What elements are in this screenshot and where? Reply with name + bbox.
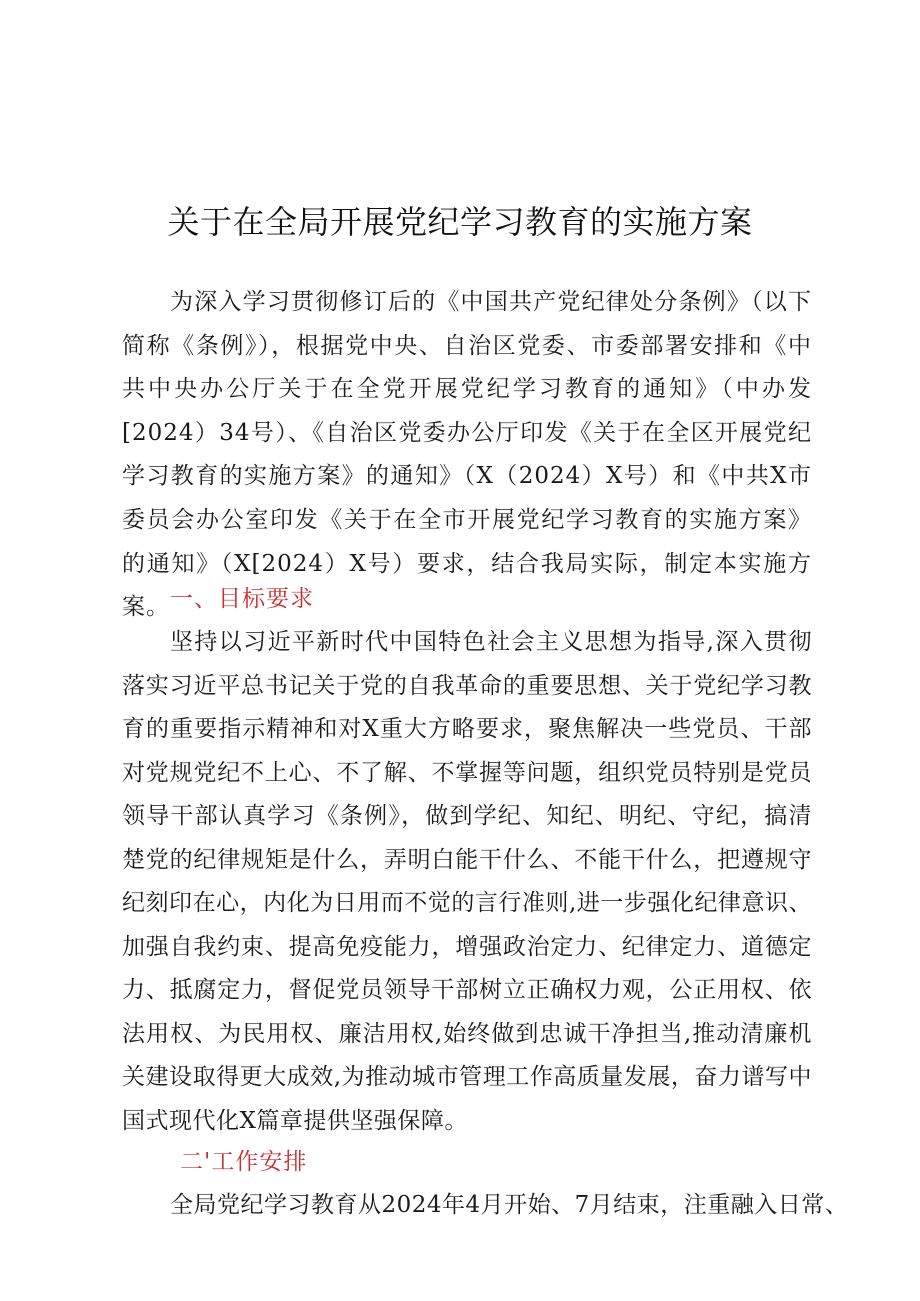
arrangement-paragraph: 全局党纪学习教育从2024年4月开始、7月结束，注重融入日常、 [170,1192,849,1218]
goals-paragraph: 坚持以习近平新时代中国特色社会主义思想为指导,深入贯彻落实习近平总书记关于党的自我革命的重要思想、关于党纪学习教育的重要指示精神和对X重大方略要求，聚焦解决一些党员、干部对党规党纪不上心、不了解、不掌握等问题，组织党员特别是党员领导干部认真学习《条例》，做到学纪、知纪、明纪、守纪，搞清楚党的纪律规矩是什么，弄明白能干什么、不能干什么，把遵规守纪刻印在心，内化为日用而不觉的言行准则,进一步强化纪律意识、加强自我约束、提高免疫能力，增强政治定力、纪律定力、道德定力、抵腐定力，督促党员领导干部树立正确权力观，公正用权、依法用权、为民用权、廉洁用权,始终做到忠诚干净担当,推动清廉机关建设取得更大成效,为推动城市管理工作高质量发展，奋力谱写中国式现代化X篇章提供坚强保障。 [122,629,812,1134]
intro-paragraph: 为深入学习贯彻修订后的《中国共产党纪律处分条例》（以下简称《条例》），根据党中央、自治区党委、市委部署安排和《中共中央办公厅关于在全党开展党纪学习教育的通知》（中办发[2024）34号）、《自治区党委办公厅印发《关于在全区开展党纪学习教育的实施方案》的通知》（X（2024）X号）和《中共X市委员会办公室印发《关于在全市开展党纪学习教育的实施方案》的通知》（X[2024）X号）要求，结合我局实际，制定本实施方案。 [122,289,812,621]
section-heading-arrangement: 二'工作安排 [180,1149,308,1175]
document-title: 关于在全局开展党纪学习教育的实施方案 [167,203,753,241]
section-heading-goals: 一、目标要求 [170,586,314,612]
